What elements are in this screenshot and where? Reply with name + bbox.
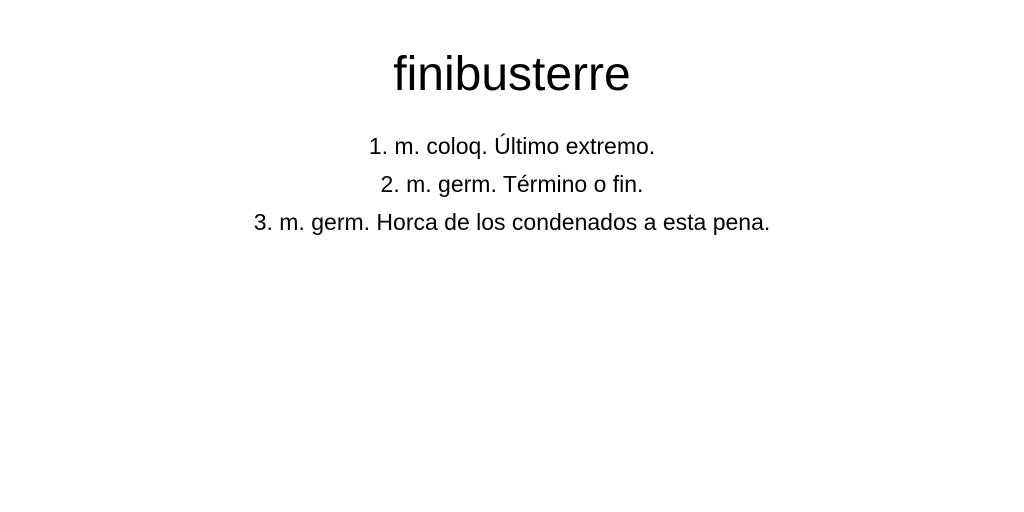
definition-item: 2. m. germ. Término o fin. xyxy=(380,171,644,197)
definition-item: 3. m. germ. Horca de los condenados a esta pena. xyxy=(253,209,771,235)
definition-list xyxy=(0,127,1024,241)
definition-item: 1. m. coloq. Último extremo. xyxy=(368,133,656,159)
headword: finibusterre xyxy=(393,48,631,101)
